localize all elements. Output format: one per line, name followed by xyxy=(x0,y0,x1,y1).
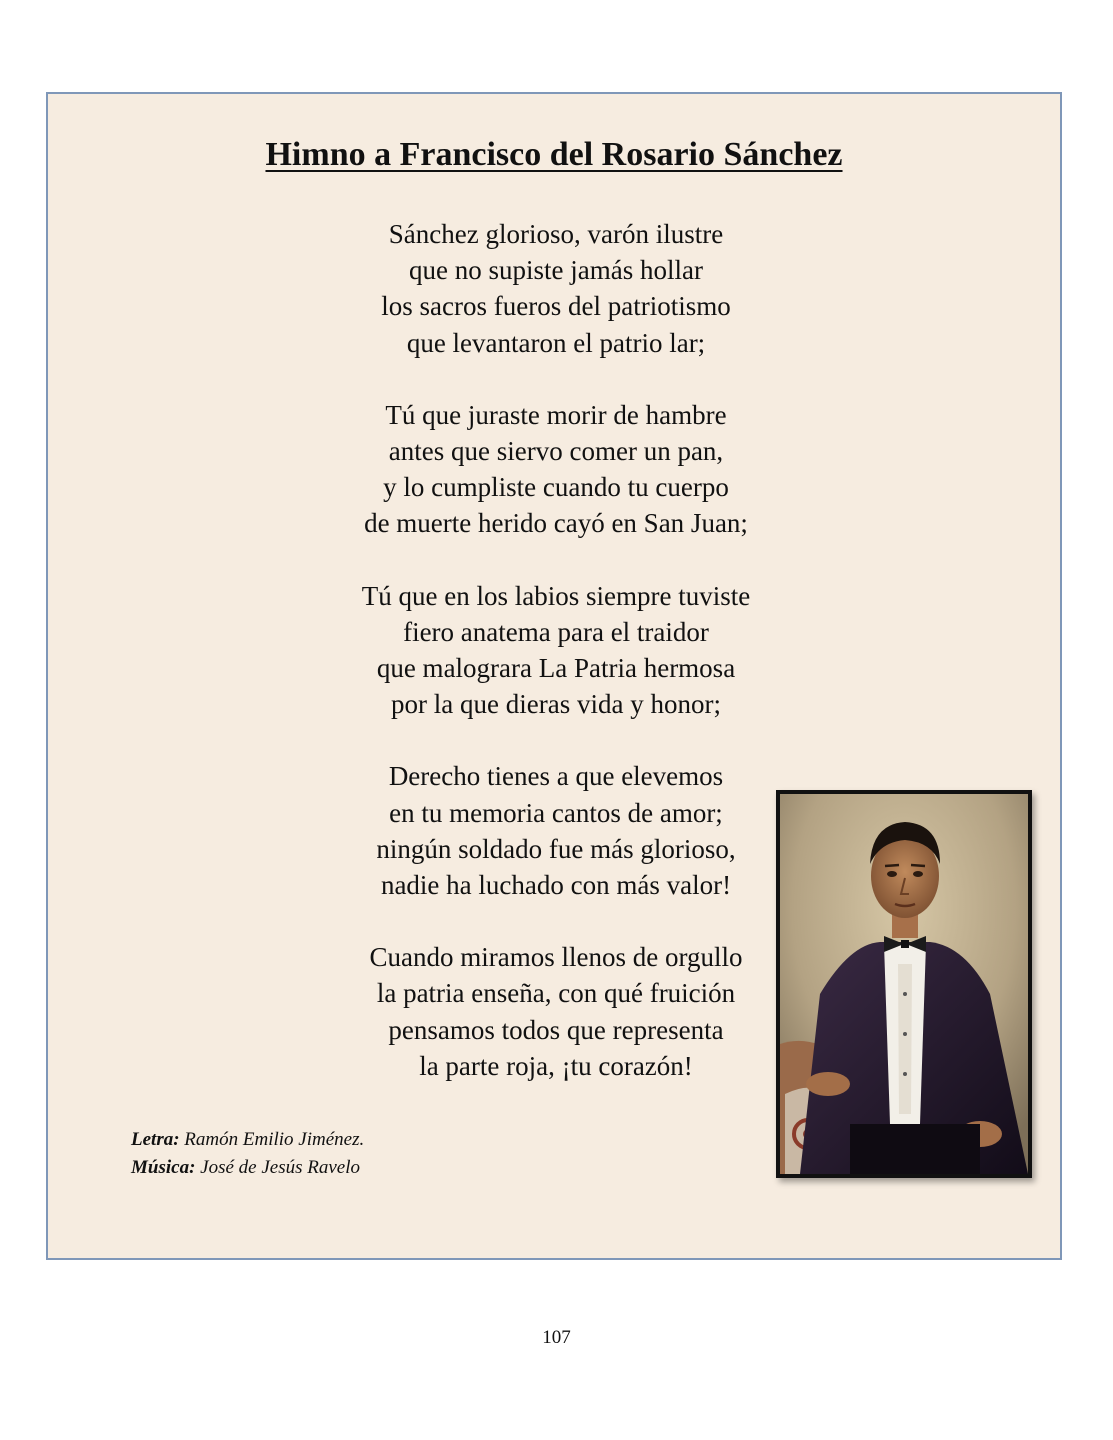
poem-line: la patria enseña, con qué fruición xyxy=(376,978,736,1009)
poem-line: por la que dieras vida y honor; xyxy=(391,689,721,720)
stanza-3 xyxy=(256,578,856,723)
poem-line: que malograra La Patria hermosa xyxy=(376,653,736,684)
stanza-4 xyxy=(256,758,856,903)
lyrics-author: Ramón Emilio Jiménez. xyxy=(184,1129,365,1150)
lyrics-label: Letra: xyxy=(131,1129,180,1150)
portrait-painting xyxy=(780,794,1028,1174)
poem-line: la parte roja, ¡tu corazón! xyxy=(419,1050,693,1081)
poem-line: antes que siervo comer un pan, xyxy=(388,436,724,467)
poem xyxy=(256,216,856,1120)
poem-line: los sacros fueros del patriotismo xyxy=(381,291,731,322)
music-label: Música: xyxy=(131,1157,196,1178)
stanza-2 xyxy=(256,397,856,542)
poem-line: pensamos todos que representa xyxy=(388,1014,724,1045)
stanza-5 xyxy=(256,939,856,1084)
page-frame xyxy=(46,92,1062,1260)
poem-line: Tú que en los labios siempre tuviste xyxy=(361,580,751,611)
portrait-image xyxy=(776,790,1032,1178)
poem-line: y lo cumpliste cuando tu cuerpo xyxy=(383,472,729,503)
poem-line: ningún soldado fue más glorioso, xyxy=(376,833,736,864)
music-credit xyxy=(131,1154,364,1182)
page-number: 107 xyxy=(542,1327,571,1348)
stanza-1 xyxy=(256,216,856,361)
poem-line: que no supiste jamás hollar xyxy=(409,255,703,286)
lyrics-credit xyxy=(131,1126,364,1154)
poem-line: Sánchez glorioso, varón ilustre xyxy=(388,219,724,249)
credits xyxy=(131,1126,364,1182)
poem-line: de muerte herido cayó en San Juan; xyxy=(364,508,748,539)
poem-line: Cuando miramos llenos de orgullo xyxy=(369,942,743,973)
music-author: José de Jesús Ravelo xyxy=(200,1157,361,1178)
poem-line: Derecho tienes a que elevemos xyxy=(388,761,724,792)
poem-line: nadie ha luchado con más valor! xyxy=(380,870,732,901)
page-title: Himno a Francisco del Rosario Sánchez xyxy=(265,136,843,173)
poem-line: que levantaron el patrio lar; xyxy=(406,327,706,358)
poem-line: Tú que juraste morir de hambre xyxy=(385,399,727,430)
poem-line: fiero anatema para el traidor xyxy=(403,616,709,647)
poem-line: en tu memoria cantos de amor; xyxy=(389,797,723,828)
